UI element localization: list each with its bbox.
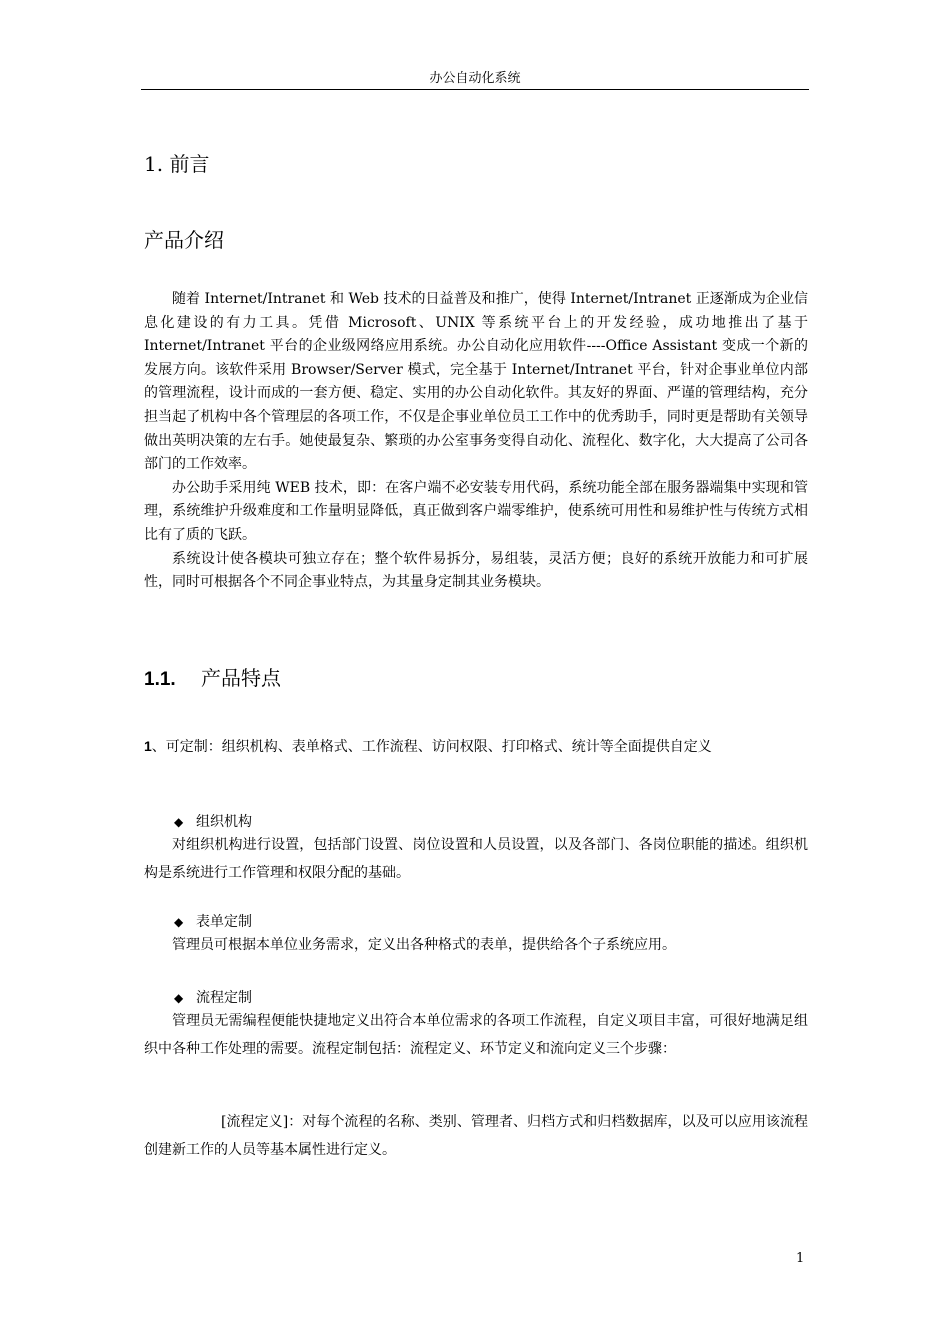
header-title: 办公自动化系统 <box>429 71 521 86</box>
diamond-bullet-icon: ◆ <box>174 915 184 929</box>
subitem-title-text: 表单定制 <box>196 914 252 930</box>
section-title: 产品特点 <box>201 666 281 690</box>
subitem-title-form <box>174 912 252 932</box>
subitem-title-organization <box>174 812 252 832</box>
feature-number: 1 <box>144 738 152 754</box>
page-number: 1 <box>796 1251 805 1266</box>
heading-product-intro: 产品介绍 <box>144 228 224 252</box>
intro-paragraph: 随着 Internet/Intranet 和 Web 技术的日益普及和推广，使得 Internet/Intranet 正逐渐成为企业信息化建设的有力工具。凭借 Microsoft、UNIX 等系统平台上的开发经验，成功地推出了基于 Internet/Intranet 平台的企业级网络应用系统。办公自动化应用软件----Office Assistant 变成一个新的发展方向。该软件采用 Browser/Server 模式，完全基于 Internet/Intranet 平台，针对企事业单位内部的管理流程，设计而成的一套方便、稳定、实用的办公自动化软件。其友好的界面、严谨的管理结构，充分担当起了机构中各个管理层的各项工作，不仅是企事业单位员工工作中的优秀助手，同时更是帮助有关领导做出英明决策的左右手。她使最复杂、繁琐的办公室事务变得自动化、流程化、数字化，大大提高了公司各部门的工作效率。 <box>144 291 808 473</box>
intro-section <box>144 288 808 595</box>
intro-paragraph: 系统设计使各模块可独立存在；整个软件易拆分，易组装，灵活方便；良好的系统开放能力和可扩展性，同时可根据各个不同企事业特点，为其量身定制其业务模块。 <box>144 550 808 591</box>
subitem-title-workflow <box>174 988 252 1008</box>
heading-preface: 1. 前言 <box>144 152 210 176</box>
subitem-title-text: 流程定制 <box>196 990 252 1006</box>
flow-definition-paragraph: [流程定义]：对每个流程的名称、类别、管理者、归档方式和归档数据库，以及可以应用该流程创建新工作的人员等基本属性进行定义。 <box>144 1114 808 1158</box>
feature-customizable <box>144 732 808 761</box>
subitem-body-workflow: 管理员无需编程便能快捷地定义出符合本单位需求的各项工作流程，自定义项目丰富，可很好地满足组织中各种工作处理的需要。流程定制包括：流程定义、环节定义和流向定义三个步骤： <box>144 1013 808 1057</box>
feature-text: 、可定制：组织机构、表单格式、工作流程、访问权限、打印格式、统计等全面提供自定义 <box>151 739 712 755</box>
diamond-bullet-icon: ◆ <box>174 815 184 829</box>
subitem-body-form: 管理员可根据本单位业务需求，定义出各种格式的表单，提供给各个子系统应用。 <box>172 937 676 953</box>
heading-product-features <box>144 664 281 694</box>
page-header <box>141 70 809 90</box>
subitem-body-organization: 对组织机构进行设置，包括部门设置、岗位设置和人员设置，以及各部门、各岗位职能的描述。组织机构是系统进行工作管理和权限分配的基础。 <box>144 837 808 881</box>
section-number: 1.1. <box>144 669 176 690</box>
intro-paragraph: 办公助手采用纯 WEB 技术，即：在客户端不必安装专用代码，系统功能全部在服务器端集中实现和管理，系统维护升级难度和工作量明显降低，真正做到客户端零维护，使系统可用性和易维护性与传统方式相比有了质的飞跃。 <box>144 479 808 543</box>
diamond-bullet-icon: ◆ <box>174 991 184 1005</box>
subitem-title-text: 组织机构 <box>196 814 252 830</box>
